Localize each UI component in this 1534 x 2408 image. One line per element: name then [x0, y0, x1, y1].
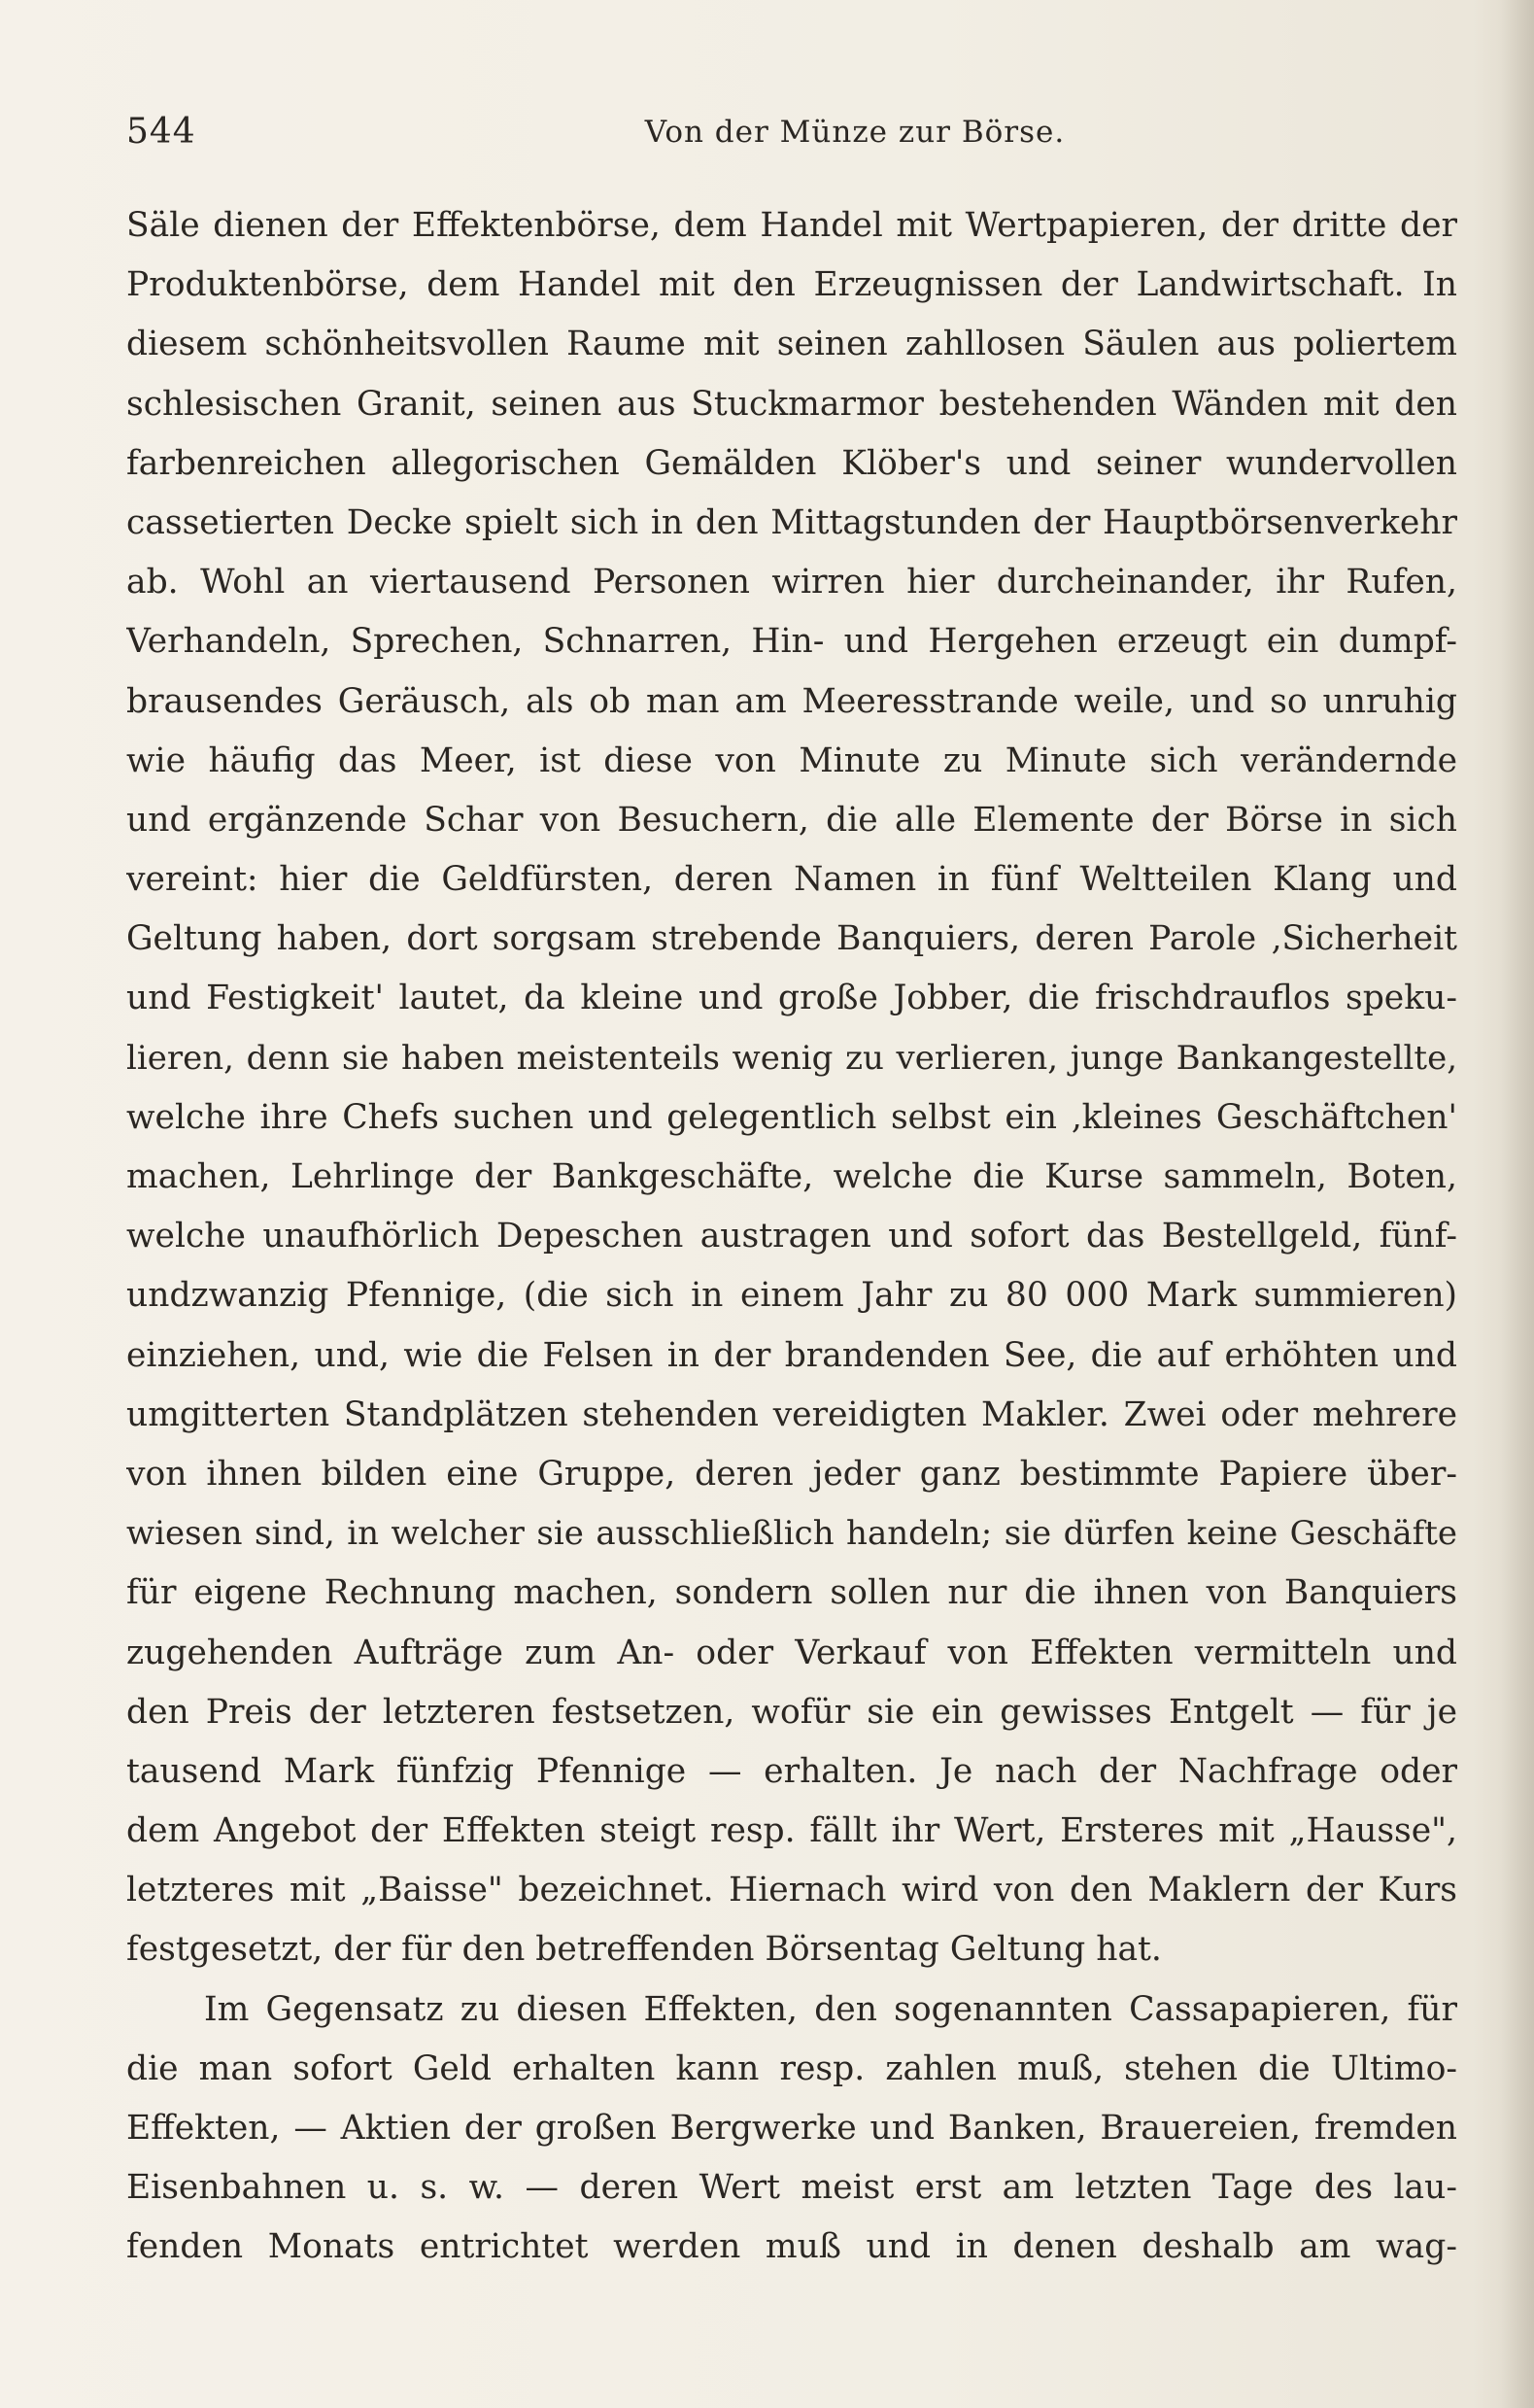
text-line: die man sofort Geld erhalten kann resp. zahlen muß, stehen die Ultimo- — [126, 2048, 1457, 2088]
page-header — [126, 105, 1457, 159]
text-line: wie häufig das Meer, ist diese von Minute zu Minute sich verändernde — [126, 740, 1457, 780]
text-line: tausend Mark fünfzig Pfennige — erhalten. Je nach der Nachfrage oder — [126, 1751, 1457, 1791]
text-line: von ihnen bilden eine Gruppe, deren jeder ganz bestimmte Papiere über- — [126, 1454, 1457, 1494]
text-line: Säle dienen der Effektenbörse, dem Handel mit Wertpapieren, der dritte der — [126, 206, 1457, 245]
body-text — [126, 196, 1457, 2278]
text-line: zugehenden Aufträge zum An- oder Verkauf von Effekten vermitteln und — [126, 1633, 1457, 1672]
text-line: lieren, denn sie haben meistenteils wenig zu verlieren, junge Bankangestellte, — [126, 1038, 1457, 1078]
text-line: Produktenbörse, dem Handel mit den Erzeugnissen der Landwirtschaft. In — [126, 265, 1457, 305]
text-line: machen, Lehrlinge der Bankgeschäfte, welche die Kurse sammeln, Boten, — [126, 1157, 1457, 1196]
paragraph-end-line: festgesetzt, der für den betreffenden Börsentag Geltung hat. — [126, 1930, 1162, 1970]
running-title: Von der Münze zur Börse. — [644, 115, 1066, 150]
text-line: ab. Wohl an viertausend Personen wirren hier durcheinander, ihr Rufen, — [126, 563, 1457, 602]
text-line: farbenreichen allegorischen Gemälden Klöber's und seiner wundervollen — [126, 443, 1457, 483]
text-line: letzteres mit „Baisse" bezeichnet. Hiernach wird von den Maklern der Kurs — [126, 1871, 1457, 1910]
text-line: den Preis der letzteren festsetzen, wofür sie ein gewisses Entgelt — für je — [126, 1692, 1457, 1732]
text-line: für eigene Rechnung machen, sondern sollen nur die ihnen von Banquiers — [126, 1573, 1457, 1613]
text-line: welche ihre Chefs suchen und gelegentlich selbst ein ‚kleines Geschäftchen' — [126, 1097, 1457, 1137]
text-line: vereint: hier die Geldfürsten, deren Namen in fünf Weltteilen Klang und — [126, 860, 1457, 900]
text-line: und ergänzende Schar von Besuchern, die alle Elemente der Börse in sich — [126, 800, 1457, 840]
page-edge-shadow — [1501, 0, 1534, 2408]
text-line: cassetierten Decke spielt sich in den Mittagstunden der Hauptbörsenverkehr — [126, 502, 1457, 542]
page-number: 544 — [126, 112, 196, 152]
text-line: Eisenbahnen u. s. w. — deren Wert meist erst am letzten Tage des lau- — [126, 2168, 1457, 2208]
text-line: Geltung haben, dort sorgsam strebende Banquiers, deren Parole ‚Sicherheit — [126, 919, 1457, 959]
text-line: schlesischen Granit, seinen aus Stuckmarmor bestehenden Wänden mit den — [126, 384, 1457, 424]
text-line: Effekten, — Aktien der großen Bergwerke und Banken, Brauereien, fremden — [126, 2109, 1457, 2148]
text-line: undzwanzig Pfennige, (die sich in einem Jahr zu 80 000 Mark summieren) — [126, 1276, 1457, 1316]
paragraph-start-line: Im Gegensatz zu diesen Effekten, den sogenannten Cassapapieren, für — [204, 1989, 1457, 2029]
text-line: dem Angebot der Effekten steigt resp. fällt ihr Wert, Ersteres mit „Hausse", — [126, 1811, 1457, 1851]
text-line: brausendes Geräusch, als ob man am Meeresstrande weile, und so unruhig — [126, 681, 1457, 721]
text-line: und Festigkeit' lautet, da kleine und große Jobber, die frischdrauflos speku- — [126, 979, 1457, 1018]
text-line: diesem schönheitsvollen Raume mit seinen zahllosen Säulen aus poliertem — [126, 325, 1457, 364]
text-line: welche unaufhörlich Depeschen austragen und sofort das Bestellgeld, fünf- — [126, 1217, 1457, 1256]
text-line: Verhandeln, Sprechen, Schnarren, Hin- und Hergehen erzeugt ein dumpf- — [126, 622, 1457, 662]
text-line: einziehen, und, wie die Felsen in der brandenden See, die auf erhöhten und — [126, 1335, 1457, 1375]
text-line: wiesen sind, in welcher sie ausschließlich handeln; sie dürfen keine Geschäfte — [126, 1514, 1457, 1554]
text-line: umgitterten Standplätzen stehenden vereidigten Makler. Zwei oder mehrere — [126, 1394, 1457, 1434]
text-line: fenden Monats entrichtet werden muß und in denen deshalb am wag- — [126, 2227, 1457, 2267]
